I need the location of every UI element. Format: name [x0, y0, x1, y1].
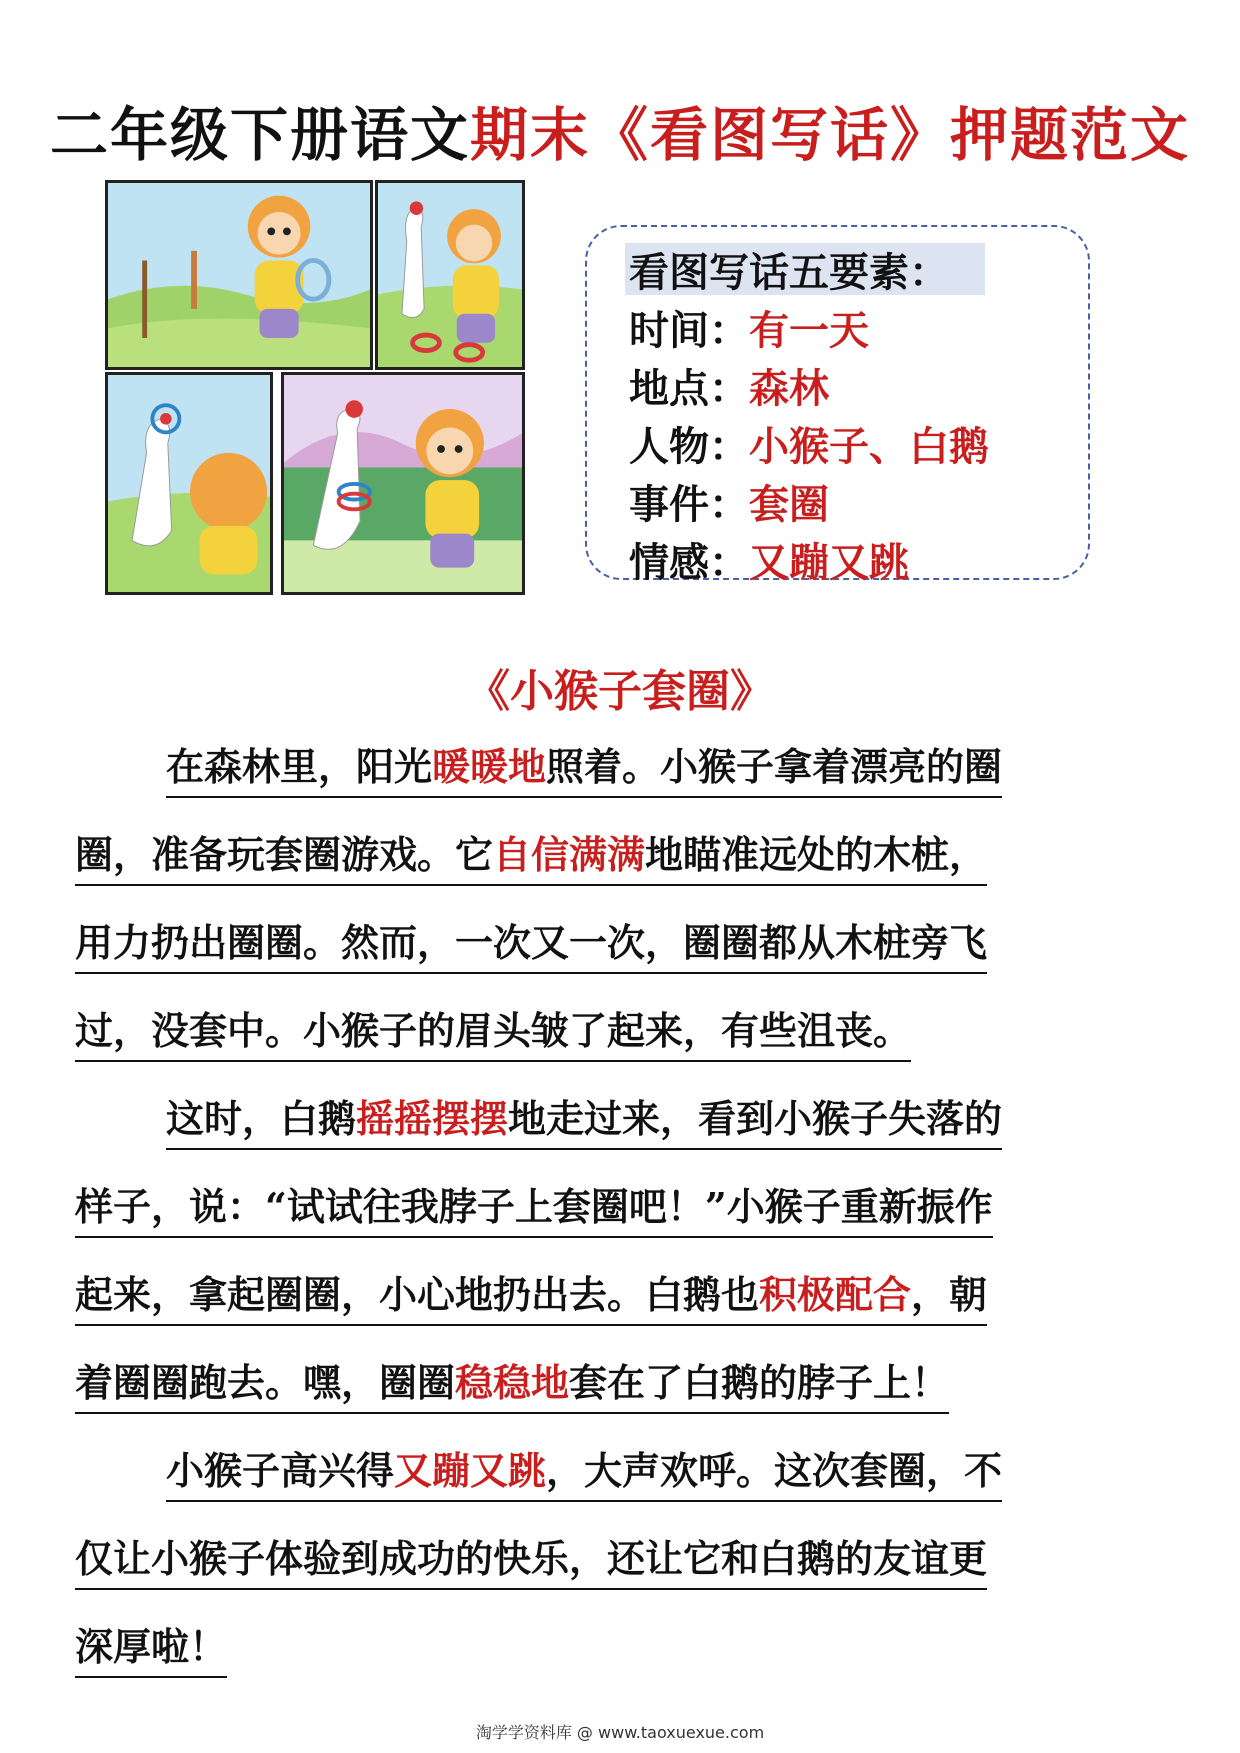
five-elements-box	[585, 225, 1090, 586]
comic-panel-4	[281, 372, 525, 595]
essay-line: 在森林里，阳光暖暖地照着。小猴子拿着漂亮的圈	[166, 738, 1002, 798]
element-key: 人物：	[629, 423, 749, 470]
element-value: 套圈	[749, 481, 829, 528]
element-key: 时间：	[629, 307, 749, 354]
essay-line: 仅让小猴子体验到成功的快乐，还让它和白鹅的友谊更	[75, 1530, 987, 1590]
essay-title: 《小猴子套圈》	[466, 666, 774, 717]
element-value: 森林	[749, 365, 829, 412]
essay-line: 圈，准备玩套圈游戏。它自信满满地瞄准远处的木桩，	[75, 826, 987, 886]
element-key: 地点：	[629, 365, 749, 412]
essay-line: 小猴子高兴得又蹦又跳，大声欢呼。这次套圈，不	[166, 1442, 1002, 1502]
element-value: 又蹦又跳	[749, 539, 909, 586]
five-elements-heading: 看图写话五要素：	[629, 249, 949, 296]
element-value: 有一天	[749, 307, 869, 354]
title-red: 期末《看图写话》押题范文	[470, 101, 1191, 169]
comic-panel-3	[105, 372, 273, 595]
comic-illustration	[105, 180, 525, 595]
essay-line: 过，没套中。小猴子的眉头皱了起来，有些沮丧。	[75, 1002, 911, 1062]
essay-line: 样子，说：“试试往我脖子上套圈吧！”小猴子重新振作	[75, 1178, 993, 1238]
essay-line: 这时，白鹅摇摇摆摆地走过来，看到小猴子失落的	[166, 1090, 1002, 1150]
footer-watermark: 淘学学资料库 @ www.taoxuexue.com	[475, 1723, 765, 1742]
element-key: 事件：	[629, 481, 749, 528]
element-value: 小猴子、白鹅	[749, 423, 989, 470]
comic-panel-2	[375, 180, 525, 370]
element-characters	[629, 415, 989, 472]
element-event	[629, 473, 829, 530]
element-key: 情感：	[629, 539, 749, 586]
element-emotion	[629, 531, 909, 588]
title-black: 二年级下册语文	[49, 101, 470, 169]
essay-line: 着圈圈跑去。嘿，圈圈稳稳地套在了白鹅的脖子上！	[75, 1354, 949, 1414]
comic-panel-1	[105, 180, 373, 370]
essay-line: 深厚啦！	[75, 1618, 227, 1678]
element-place	[629, 357, 829, 414]
essay-line: 用力扔出圈圈。然而，一次又一次，圈圈都从木桩旁飞	[75, 914, 987, 974]
page-title	[0, 88, 1240, 172]
essay-line: 起来，拿起圈圈，小心地扔出去。白鹅也积极配合，朝	[75, 1266, 987, 1326]
element-time	[629, 299, 869, 356]
